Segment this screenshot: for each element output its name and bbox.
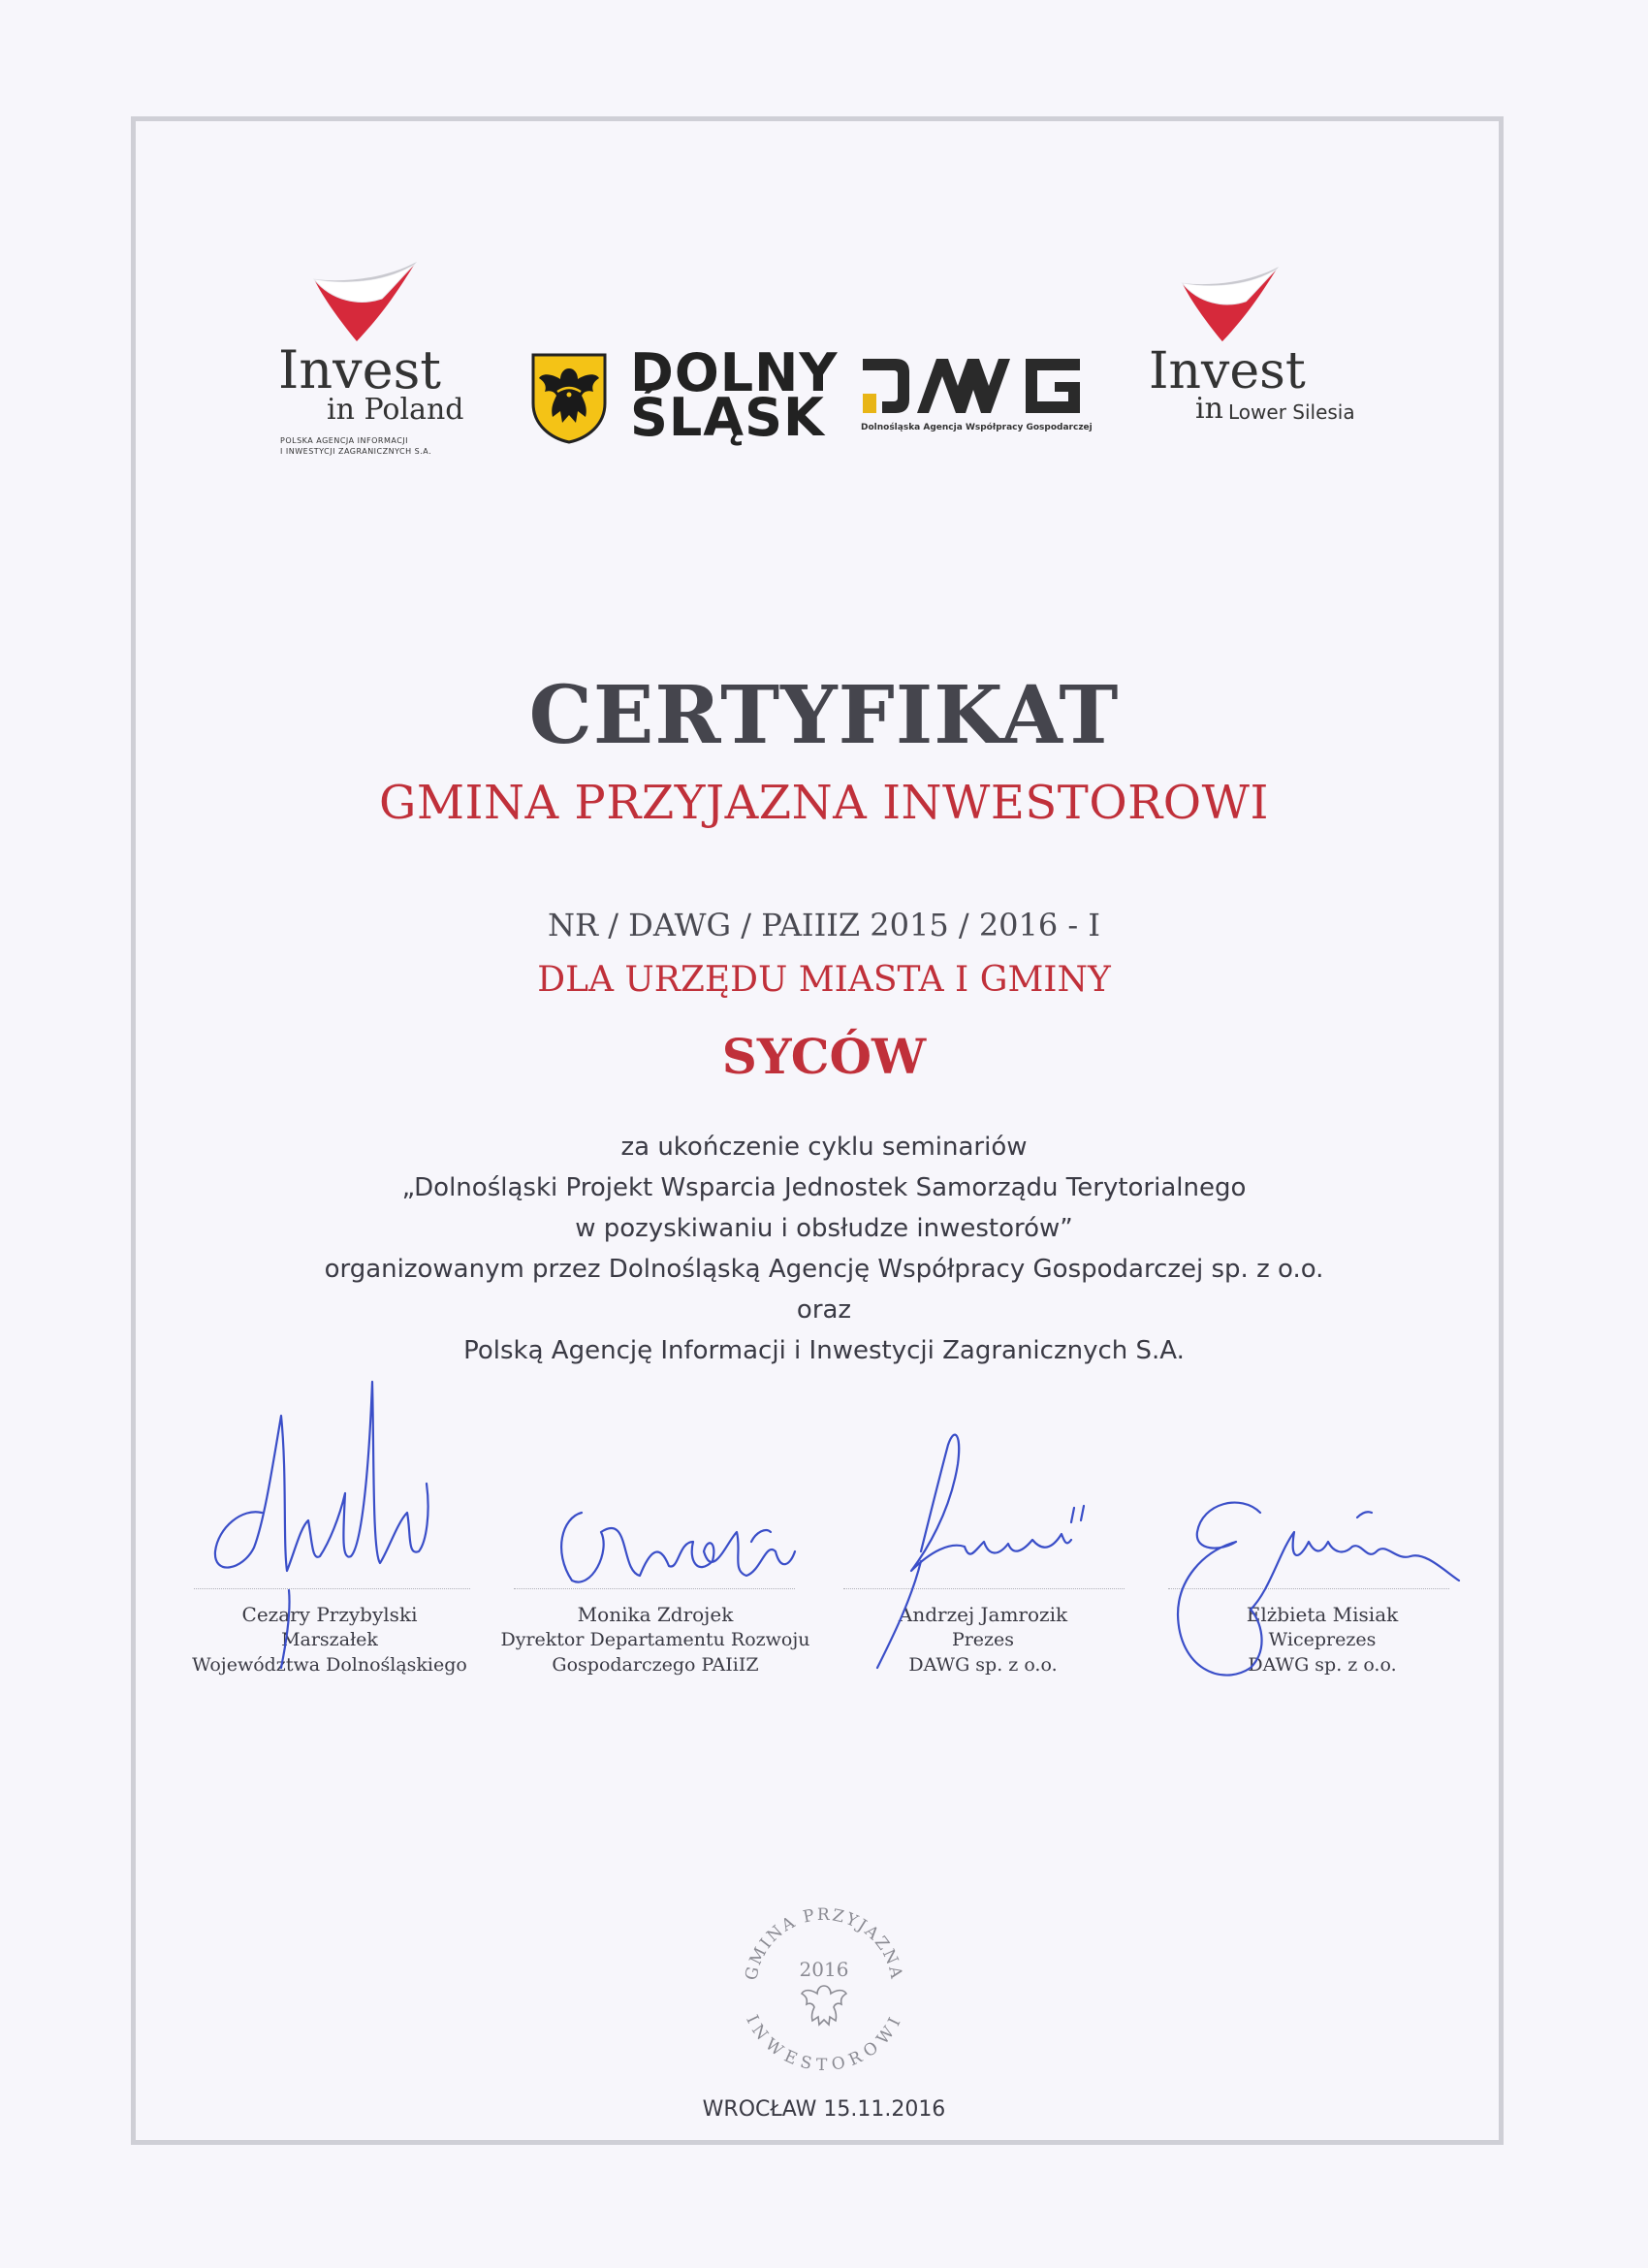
dolny-word: DOLNY [630,342,839,403]
signatory-role: Dyrektor Departamentu Rozwoju [500,1629,810,1650]
signatory-name: Monika Zdrojek [577,1603,734,1626]
signature-2 [561,1513,795,1582]
invest-word: Invest [278,339,441,400]
body-line: za ukończenie cyklu seminariów [620,1133,1028,1162]
signatory-role: Gospodarczego PAIiIZ [552,1654,759,1676]
in-poland-word: in Poland [327,393,464,427]
signatory-role: Wiceprezes [1268,1629,1377,1650]
body-line: Polską Agencję Informacji i Inwestycji Zagranicznych S.A. [463,1336,1185,1365]
eagle-icon [802,1986,846,2025]
dawg-full-name: Dolnośląska Agencja Współpracy Gospodarczej [861,423,1093,432]
signatory-name: Elżbieta Misiak [1246,1603,1399,1626]
signature-4 [1178,1503,1459,1676]
certificate-subtitle: GMINA PRZYJAZNA INWESTOROWI [379,776,1269,830]
certificate-title: CERTYFIKAT [528,669,1120,762]
slask-word: ŚLĄSK [630,387,825,448]
signature-3 [911,1435,1071,1571]
paiiz-subtitle-2: I INWESTYCJI ZAGRANICZNYCH S.A. [280,447,432,456]
seal-stamp-graphic [732,1891,916,2075]
certificate-number: NR / DAWG / PAIIIZ 2015 / 2016 - I [547,907,1101,943]
lower-silesia-word: Lower Silesia [1228,400,1355,424]
seal-stamp [732,1891,916,2075]
seal-year: 2016 [799,1958,849,1981]
recipient-name: SYCÓW [721,1028,927,1085]
body-line: oraz [796,1295,852,1325]
place-and-date: WROCŁAW 15.11.2016 [702,2097,946,2122]
signatory-role: Prezes [951,1629,1015,1650]
recipient-intro: DLA URZĘDU MIASTA I GMINY [537,960,1111,1000]
signature-1 [215,1382,428,1571]
signatory-role: Województwa Dolnośląskiego [192,1654,467,1676]
invest-word: Invest [1149,342,1306,400]
signatory-role: DAWG sp. z o.o. [1248,1654,1397,1676]
signatory-role: DAWG sp. z o.o. [908,1654,1058,1676]
svg-text:INWESTOROWI [742,2012,906,2075]
seal-arc-bottom: INWESTOROWI [742,2012,906,2075]
signatory-name: Andrzej Jamrozik [898,1603,1068,1626]
signatory-role: Marszałek [281,1629,378,1650]
body-line: „Dolnośląski Projekt Wsparcia Jednostek Samorządu Terytorialnego [401,1173,1247,1202]
paiiz-subtitle-1: POLSKA AGENCJA INFORMACJI [280,436,409,445]
body-line: w pozyskiwaniu i obsłudze inwestorów” [575,1214,1073,1243]
in-word: in [1195,392,1223,426]
body-line: organizowanym przez Dolnośląską Agencję Współpracy Gospodarczej sp. z o.o. [324,1255,1324,1284]
seal-arc-top: GMINA PRZYJAZNA [742,1904,906,1983]
signatory-name: Cezary Przybylski [241,1603,418,1626]
